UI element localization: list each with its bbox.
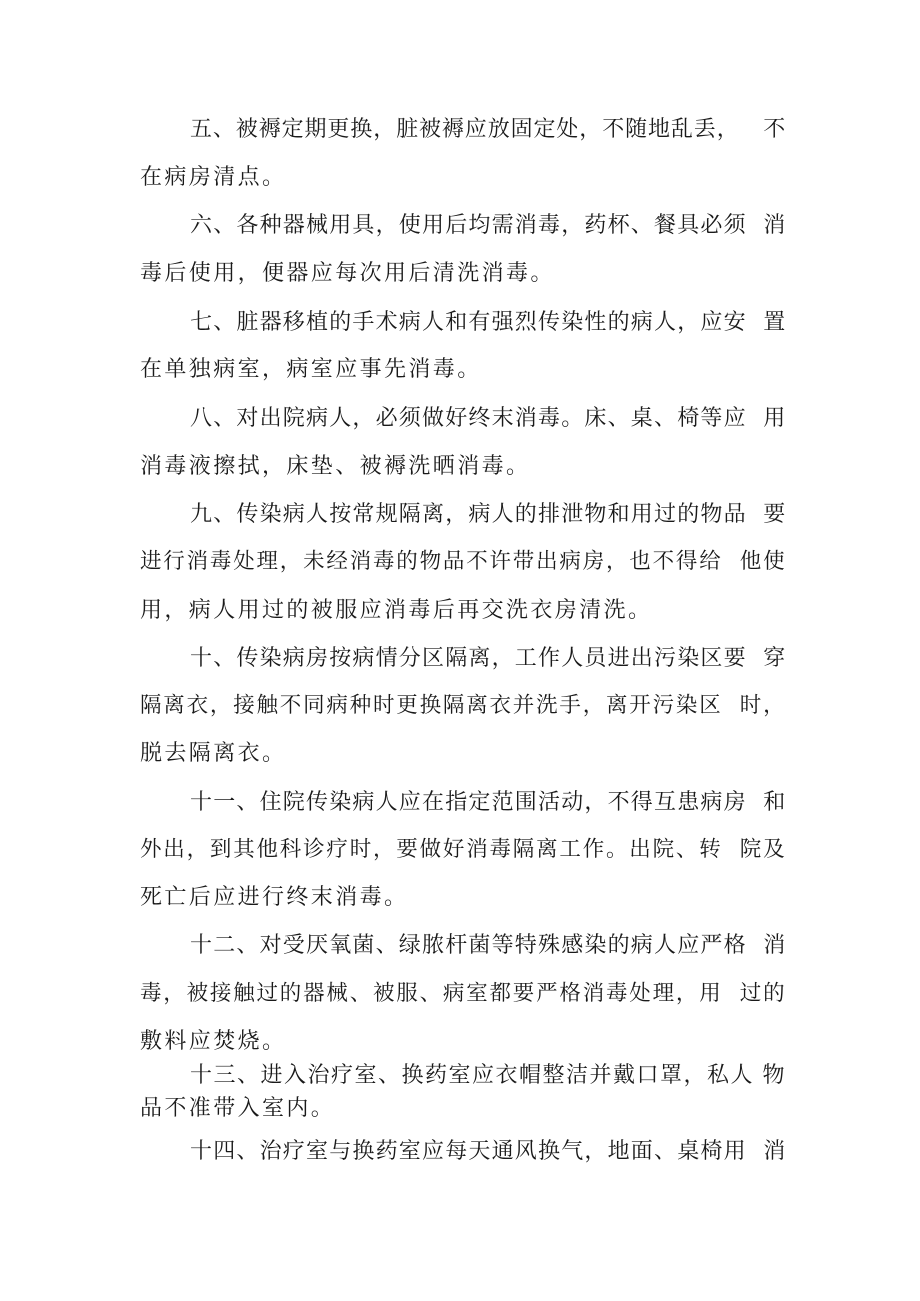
item-8-line-1: 八、对出院病人，必须做好终末消毒。床、桌、椅等应 用 [190,406,787,431]
item-11-line-2: 外出，到其他科诊疗时，要做好消毒隔离工作。出院、转 院及 [140,837,787,862]
item-6-line-2: 毒后使用，便器应每次用后清洗消毒。 [140,261,555,286]
item-6-line-1: 六、各种器械用具，使用后均需消毒，药杯、餐具必须 消 [190,213,787,238]
item-8-line-2: 消毒液擦拭，床垫、被褥洗晒消毒。 [140,454,531,479]
item-9-line-2: 进行消毒处理，未经消毒的物品不许带出病房，也不得给 他使 [140,549,787,574]
item-7-line-1: 七、脏器移植的手术病人和有强烈传染性的病人，应安 置 [190,310,787,335]
item-12-line-1: 十二、对受厌氧菌、绿脓杆菌等特殊感染的病人应严格 消 [190,933,787,958]
item-9-line-1: 九、传染病人按常规隔离，病人的排泄物和用过的物品 要 [190,502,787,527]
item-7-line-2: 在单独病室，病室应事先消毒。 [140,357,482,382]
item-11-line-3: 死亡后应进行终末消毒。 [140,885,409,910]
item-12-line-2: 毒，被接触过的器械、被服、病室都要严格消毒处理，用 过的 [140,981,787,1006]
item-14-line-1: 十四、治疗室与换药室应每天通风换气，地面、桌椅用 消 [190,1139,787,1164]
item-10-line-3: 脱去隔离衣。 [140,741,287,766]
item-10-line-2: 隔离衣，接触不同病种时更换隔离衣并洗手，离开污染区 时， [140,693,787,718]
item-5-line-2: 在病房清点。 [140,165,287,190]
item-13-line-2: 品不准带入室内。 [140,1096,336,1121]
item-11-line-1: 十一、住院传染病人应在指定范围活动，不得互患病房 和 [190,790,787,815]
item-12-line-3: 敷料应焚烧。 [140,1029,287,1054]
item-13-line-1: 十三、进入治疗室、换药室应衣帽整洁并戴口罩，私人 物 [190,1063,786,1088]
item-9-line-3: 用，病人用过的被服应消毒后再交洗衣房清洗。 [140,598,653,623]
item-10-line-1: 十、传染病房按病情分区隔离，工作人员进出污染区要 穿 [190,646,787,671]
item-5-line-1: 五、被褥定期更换，脏被褥应放固定处，不随地乱丢， 不 [190,117,787,142]
